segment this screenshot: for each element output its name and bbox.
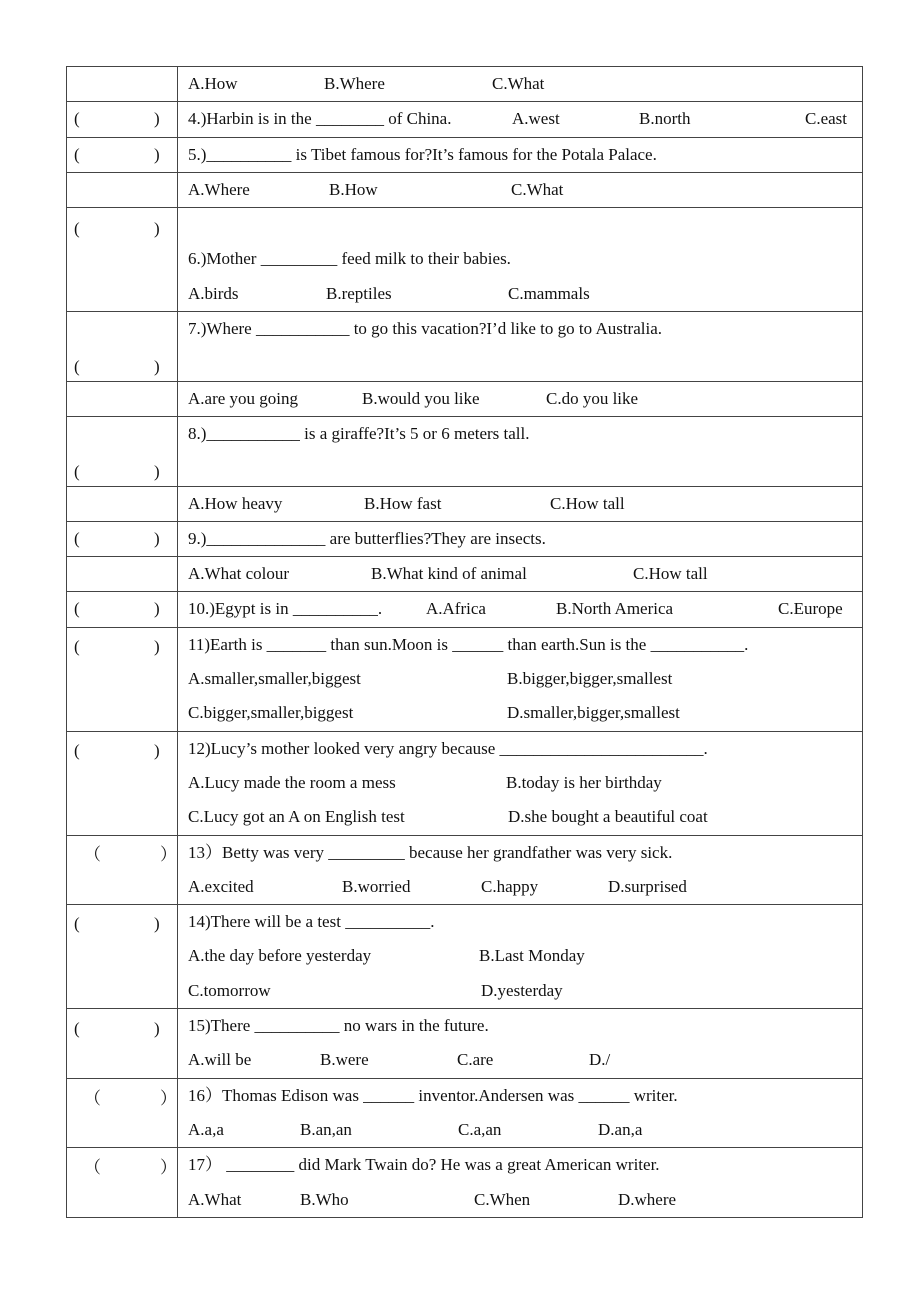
question-line [178,1009,862,1043]
answer-parentheses: ( ) [74,357,160,377]
question-line [178,592,862,626]
question-cell [178,381,863,416]
answer-cell[interactable] [67,592,178,627]
option-text: D.where [618,1189,677,1209]
answer-cell[interactable] [67,1009,178,1079]
answer-parentheses: （ ） [84,1088,177,1108]
question-row [67,172,863,207]
answer-cell[interactable] [67,486,178,521]
question-line [178,836,862,870]
option-text: B.would you like [362,388,480,408]
question-line [178,1113,862,1147]
answer-cell[interactable] [67,416,178,486]
answer-parentheses: ( ) [74,528,160,548]
question-row [67,102,863,137]
question-cell [178,731,863,835]
question-text: 17） ________ did Mark Twain do? He was a great American writer. [188,1155,660,1175]
option-text: B.What kind of animal [371,564,527,584]
answer-cell[interactable] [67,1148,178,1218]
question-line [178,138,862,172]
option-text: B.bigger,bigger,smallest [507,669,673,689]
option-text: B.How fast [364,493,442,513]
answer-cell[interactable] [67,731,178,835]
answer-parentheses: ( ) [74,109,160,129]
question-line [178,312,862,346]
answer-cell[interactable] [67,67,178,102]
question-line [178,905,862,939]
question-cell [178,172,863,207]
question-line [178,1183,862,1217]
question-text: 4.)Harbin is in the ________ of China. [188,109,452,129]
answer-cell[interactable] [67,102,178,137]
question-line [178,974,862,1008]
question-cell [178,312,863,382]
question-line [178,939,862,973]
option-text: C.What [492,74,545,93]
option-text: C.What [511,179,564,199]
question-text: 15)There __________ no wars in the future. [188,1016,489,1036]
question-row [67,835,863,905]
question-cell [178,137,863,172]
answer-parentheses: ( ) [74,636,160,656]
question-text: 12)Lucy’s mother looked very angry because ________________________. [188,738,708,758]
answer-cell[interactable] [67,1078,178,1148]
option-text: A.birds [188,283,239,303]
question-row [67,1009,863,1079]
answer-cell[interactable] [67,172,178,207]
answer-parentheses: （ ） [84,844,177,864]
question-cell [178,1009,863,1079]
option-text: D.she bought a beautiful coat [508,807,708,827]
option-text: C.Lucy got an A on English test [188,807,405,827]
option-text: A.the day before yesterday [188,946,372,966]
option-text: A.Lucy made the room a mess [188,772,396,792]
answer-parentheses: ( ) [74,144,160,164]
question-row [67,521,863,556]
option-text: B.How [329,179,378,199]
question-row [67,486,863,521]
question-line [178,696,862,730]
answer-parentheses: ( ) [74,219,160,239]
question-line [178,628,862,662]
option-text: A.are you going [188,388,299,408]
option-text: C.are [457,1050,494,1070]
question-row [67,1078,863,1148]
question-line [178,382,862,416]
question-line [178,1043,862,1077]
option-text: C.tomorrow [188,980,271,1000]
question-line [178,870,862,904]
option-text: A.Where [188,179,250,199]
option-text: B.worried [342,876,411,896]
question-line [178,1079,862,1113]
question-row [67,1148,863,1218]
option-text: A.What [188,1189,242,1209]
question-text: 9.)______________ are butterflies?They are insects. [188,528,546,548]
question-line [178,417,862,451]
question-text: 13）Betty was very _________ because her grandfather was very sick. [188,842,673,862]
question-cell [178,1148,863,1218]
question-line [178,766,862,800]
answer-parentheses: （ ） [84,1158,177,1178]
question-line [178,173,862,207]
question-cell [178,102,863,137]
option-text: A.What colour [188,564,290,584]
question-line [178,102,862,136]
question-cell [178,1078,863,1148]
question-row [67,137,863,172]
answer-parentheses: ( ) [74,914,160,934]
question-row [67,731,863,835]
option-text: B.reptiles [326,283,392,303]
question-line [178,1148,862,1182]
question-line [178,451,862,485]
option-text: B.north [639,109,691,129]
option-text: C.mammals [508,283,590,303]
question-cell [178,592,863,627]
option-text: C.How tall [550,493,625,513]
question-text: 14)There will be a test __________. [188,912,435,932]
question-line [178,67,862,101]
question-line [178,242,862,276]
question-text: 16）Thomas Edison was ______ inventor.Andersen was ______ writer. [188,1085,678,1105]
option-text: C.happy [481,876,539,896]
option-text: A.will be [188,1050,252,1070]
option-text: C.bigger,smaller,biggest [188,703,354,723]
question-cell [178,208,863,312]
question-text: 11)Earth is _______ than sun.Moon is ______ than earth.Sun is the ___________. [188,634,749,654]
option-text: A.How heavy [188,493,283,513]
option-text: C.a,an [458,1119,502,1139]
question-line [178,800,862,834]
answer-cell[interactable] [67,137,178,172]
question-line [178,732,862,766]
question-line [178,557,862,591]
option-text: D.yesterday [481,980,563,1000]
question-row [67,208,863,312]
answer-cell[interactable] [67,835,178,905]
option-text: C.do you like [546,388,639,408]
question-cell [178,486,863,521]
question-line [178,662,862,696]
question-row [67,627,863,731]
question-cell [178,905,863,1009]
option-text: B.Where [324,74,385,93]
option-text: D.an,a [598,1119,643,1139]
answer-cell[interactable] [67,381,178,416]
question-row [67,416,863,486]
option-text: A.excited [188,876,254,896]
option-text: B.today is her birthday [506,772,662,792]
question-cell [178,627,863,731]
answer-cell[interactable] [67,627,178,731]
option-text: A.Africa [426,599,486,619]
option-text: A.smaller,smaller,biggest [188,669,361,689]
question-row [67,312,863,382]
answer-cell[interactable] [67,557,178,592]
answer-parentheses: ( ) [74,461,160,481]
option-text: B.North America [556,599,674,619]
question-line [178,208,862,242]
question-cell [178,521,863,556]
option-text: A.a,a [188,1119,224,1139]
question-line [178,277,862,311]
answer-cell[interactable] [67,905,178,1009]
question-line [178,487,862,521]
question-cell [178,416,863,486]
exercise-table [66,66,863,1218]
question-cell [178,67,863,102]
answer-cell[interactable] [67,521,178,556]
option-text: D.surprised [608,876,687,896]
option-text: A.How [188,74,238,93]
question-row [67,592,863,627]
question-row [67,557,863,592]
option-text: C.When [474,1189,531,1209]
answer-cell[interactable] [67,312,178,382]
question-text: 8.)___________ is a giraffe?It’s 5 or 6 meters tall. [188,423,530,443]
question-row [67,381,863,416]
question-text: 10.)Egypt is in __________. [188,599,383,619]
option-text: B.an,an [300,1119,352,1139]
question-text: 6.)Mother _________ feed milk to their babies. [188,249,511,269]
answer-parentheses: ( ) [74,1019,160,1039]
option-text: B.Last Monday [479,946,585,966]
answer-cell[interactable] [67,208,178,312]
answer-parentheses: ( ) [74,740,160,760]
answer-parentheses: ( ) [74,599,160,619]
option-text: C.Europe [778,599,843,619]
option-text: D.smaller,bigger,smallest [507,703,680,723]
question-text: 7.)Where ___________ to go this vacation?I’d like to go to Australia. [188,319,663,339]
option-text: C.east [805,109,848,129]
question-row [67,905,863,1009]
question-row [67,67,863,102]
question-text: 5.)__________ is Tibet famous for?It’s famous for the Potala Palace. [188,144,657,164]
option-text: C.How tall [633,564,708,584]
option-text: D./ [589,1050,611,1070]
question-line [178,346,862,380]
question-cell [178,557,863,592]
option-text: A.west [512,109,560,129]
question-cell [178,835,863,905]
question-line [178,522,862,556]
option-text: B.were [320,1050,369,1070]
option-text: B.Who [300,1189,349,1209]
